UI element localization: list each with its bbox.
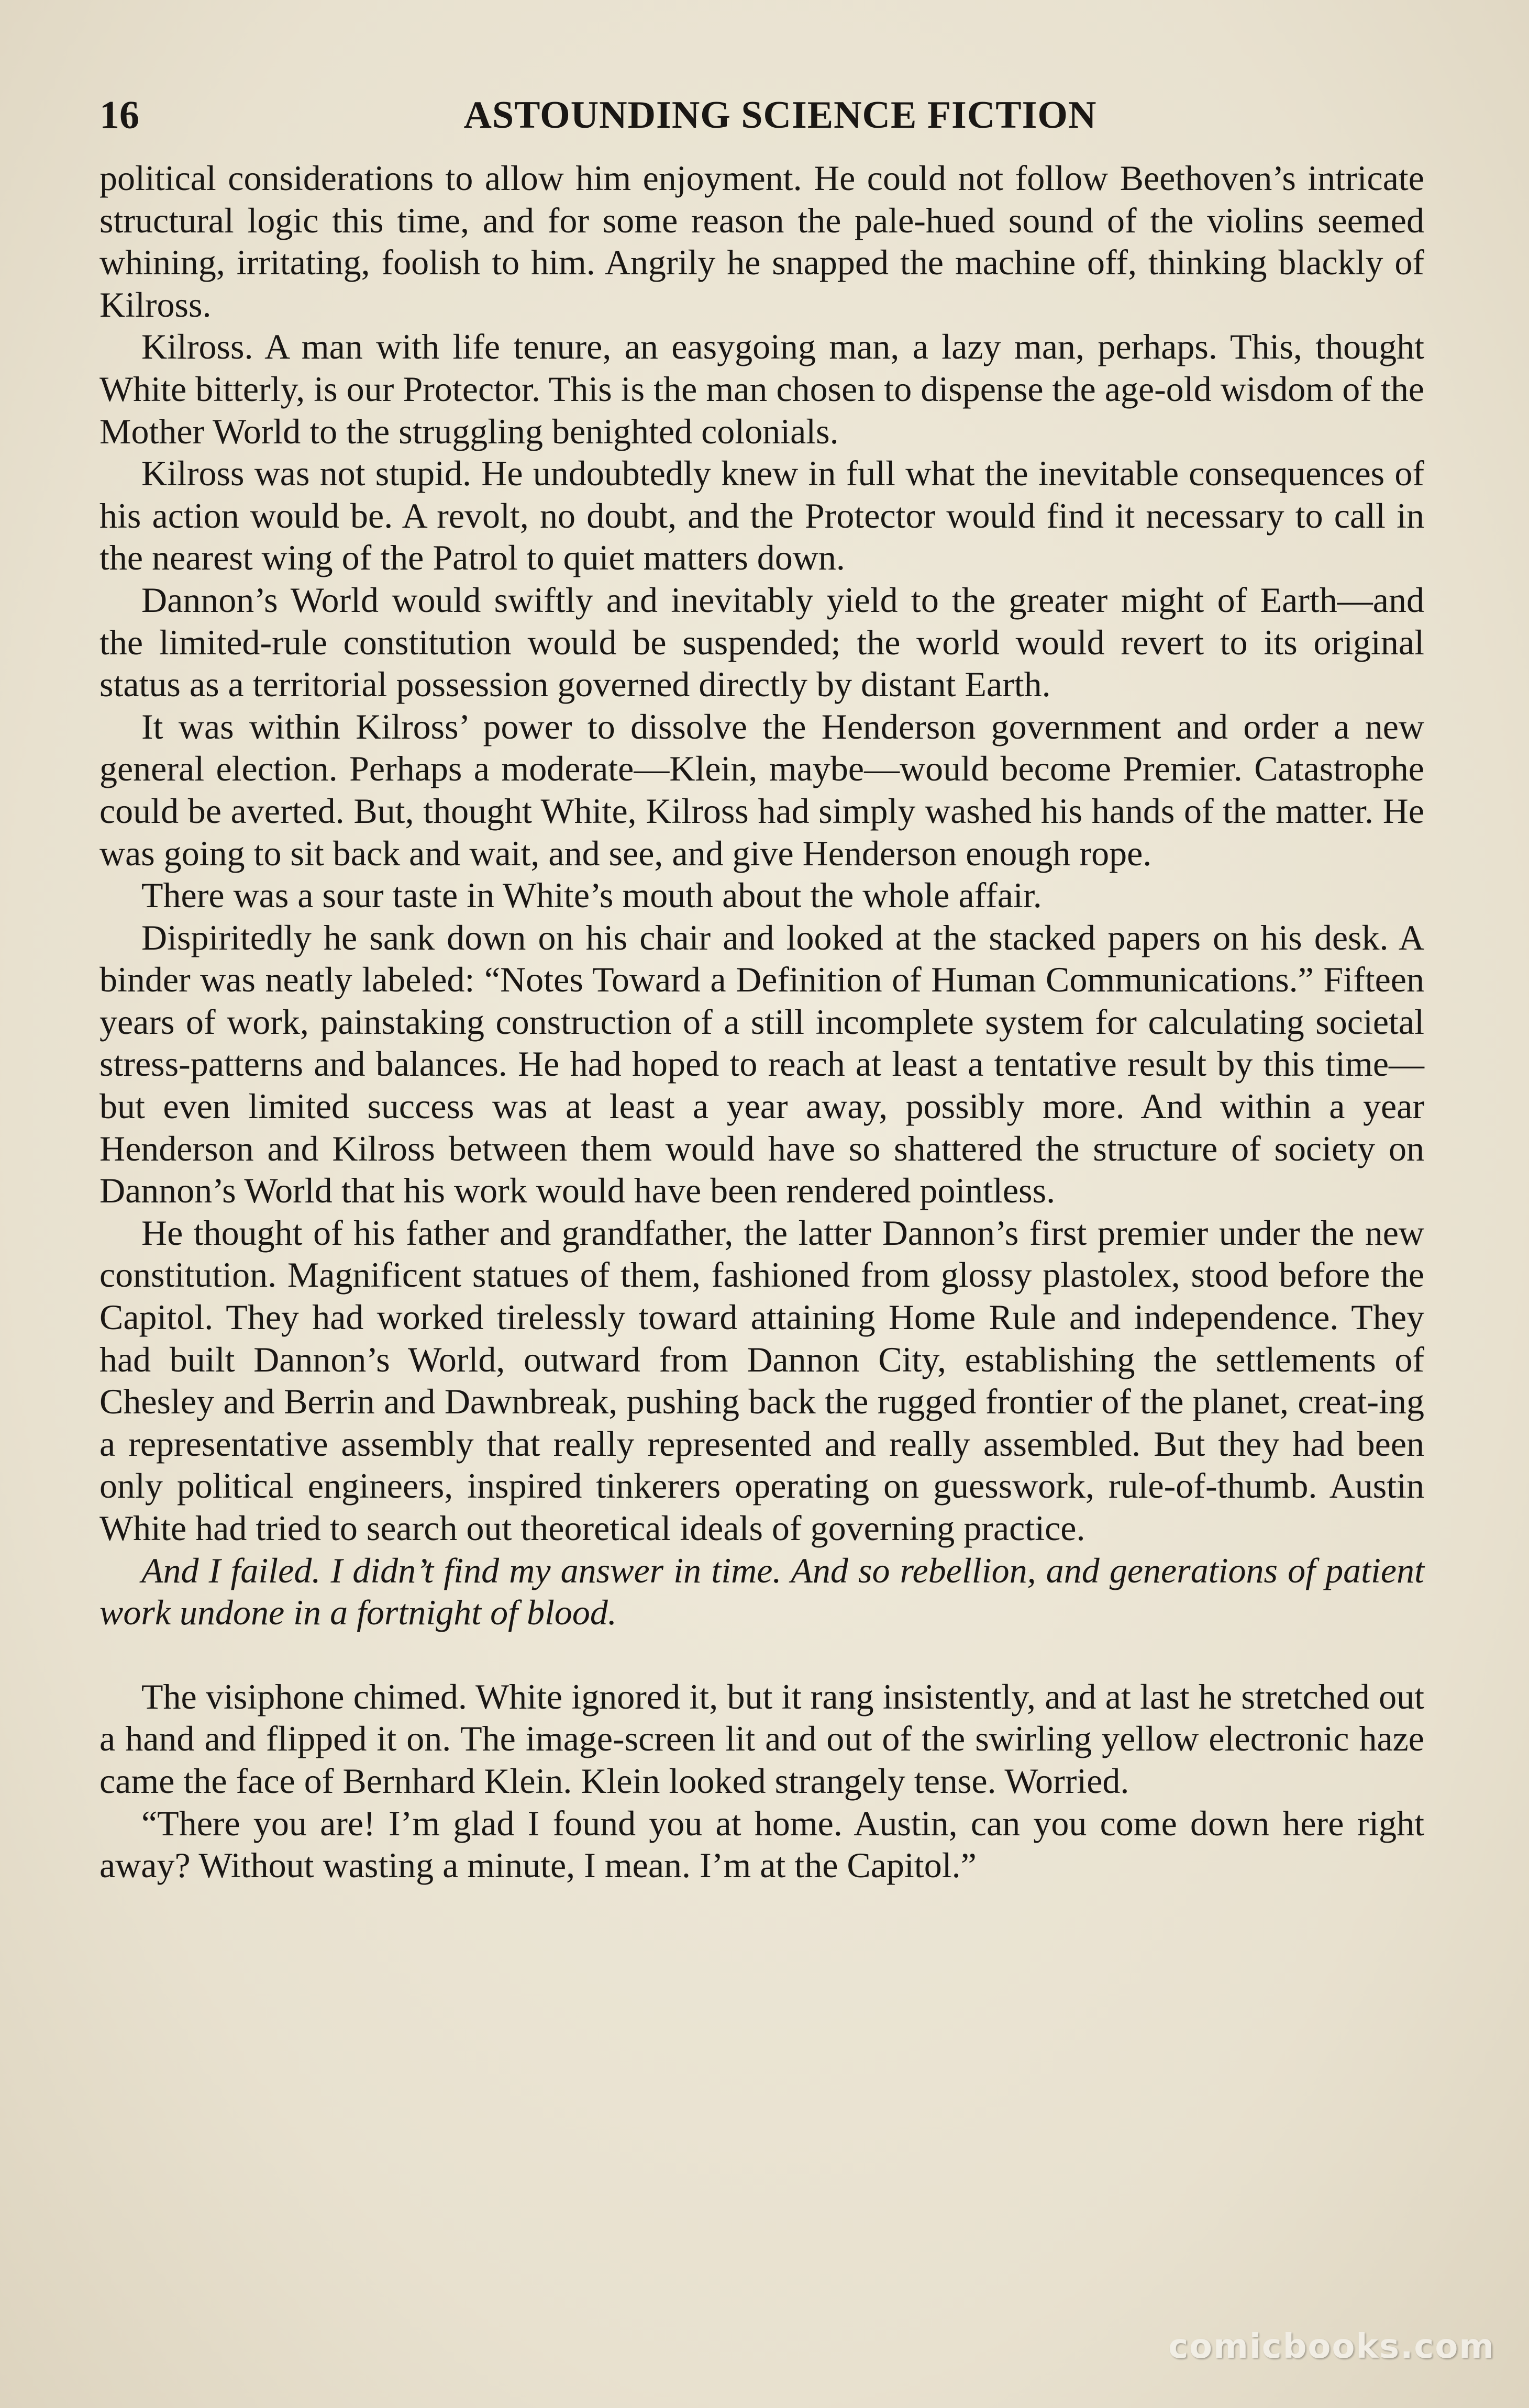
paragraph: It was within Kilross’ power to dissolve the Henderson government and order a new general election. Perhaps a moderate—Klein, maybe—would become Premier. Catastrophe could be averted. But, thought White, Kilross had simply washed his hands of the matter. He was going to sit back and wait, and see, and give Henderson enough rope. (99, 706, 1424, 873)
paragraph-after-break: The visiphone chimed. White ignored it, but it rang insistently, and at last he stretched out a hand and flipped it on. The image-screen lit and out of the swirling yellow electronic haze came the face of Bernhard Klein. Klein looked strangely tense. Worried. (99, 1676, 1424, 1801)
paragraph: Kilross was not stupid. He undoubtedly knew in full what the inevitable consequences of his action would be. A revolt, no doubt, and the Protector would find it necessary to call in the nearest wing of the Patrol to quiet matters down. (99, 453, 1424, 578)
body-text (99, 157, 1424, 1887)
watermark-logo: comicbooks.com (1168, 2327, 1495, 2366)
dialogue-paragraph: “There you are! I’m glad I found you at home. Austin, can you come down here right away? Without wasting a minute, I mean. I’m at the Capitol.” (99, 1803, 1424, 1886)
italic-thought-paragraph: And I failed. I didn’t find my answer in time. And so rebellion, and generations of patient work undone in a fortnight of blood. (99, 1550, 1424, 1633)
page-number: 16 (99, 93, 139, 137)
paragraph: Dispiritedly he sank down on his chair and looked at the stacked papers on his desk. A binder was neatly labeled: “Notes Toward a Definition of Human Communications.” Fifteen years of work, painstaking construction of a still incomplete system for calculating societal stress-patterns and balances. He had hoped to reach at least a tentative result by this time—but even limited success was at least a year away, possibly more. And within a year Henderson and Kilross between them would have so shattered the structure of society on Dannon’s World that his work would have been rendered pointless. (99, 917, 1424, 1211)
paragraph: There was a sour taste in White’s mouth about the whole affair. (141, 875, 1042, 916)
paragraph: Kilross. A man with life tenure, an easygoing man, a lazy man, perhaps. This, thought White bitterly, is our Protector. This is the man chosen to dispense the age-old wisdom of the Mother World to the struggling benighted colonials. (99, 327, 1424, 451)
page-header (99, 86, 1424, 144)
paragraph-continued: political considerations to allow him enjoyment. He could not follow Beethoven’s intricate structural logic this time, and for some reason the pale-hued sound of the violins seemed whining, irritating, foolish to him. Angrily he snapped the machine off, thinking blackly of Kilross. (99, 158, 1424, 325)
paragraph: Dannon’s World would swiftly and inevitably yield to the greater might of Earth—and the limited-rule constitution would be suspended; the world would revert to its original status as a territorial possession governed directly by distant Earth. (99, 579, 1424, 705)
paragraph: He thought of his father and grandfather, the latter Dannon’s first premier under the new constitution. Magnificent statues of them, fashioned from glossy plastolex, stood before the Capitol. They had worked tirelessly toward attaining Home Rule and independence. They had built Dannon’s World, outward from Dannon City, establishing the settlements of Chesley and Berrin and Dawnbreak, pushing back the rugged frontier of the planet, creat-ing a representative assembly that really represented and really assembled. But they had been only political engineers, inspired tinkerers operating on guesswork, rule-of-thumb. Austin White had tried to search out theoretical ideals of governing practice. (99, 1212, 1424, 1548)
running-head: ASTOUNDING SCIENCE FICTION (463, 94, 1097, 137)
